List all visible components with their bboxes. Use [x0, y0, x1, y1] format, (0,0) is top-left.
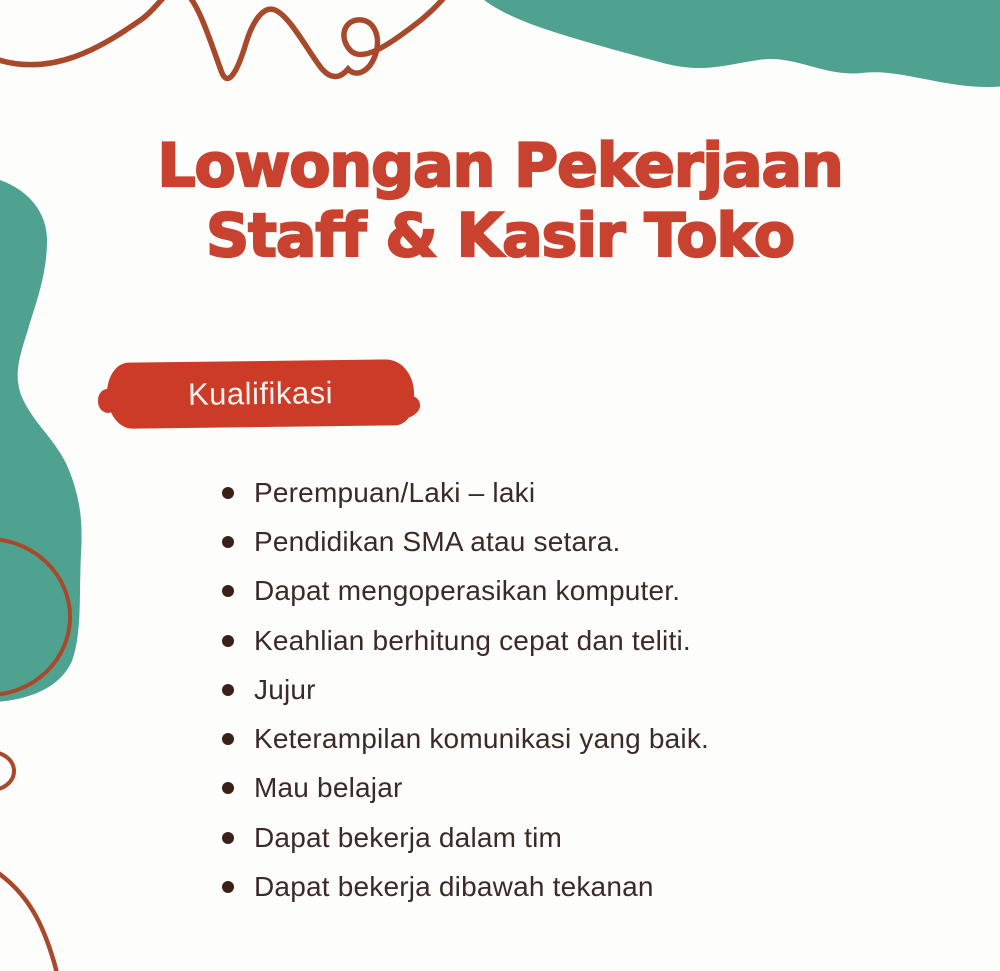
qualification-item [222, 567, 709, 616]
qualification-item [222, 764, 709, 813]
qualification-text: Perempuan/Laki – laki [254, 476, 536, 508]
teal-blob-top-right [477, 0, 1000, 87]
qualification-item [222, 862, 709, 911]
qualifications-banner-label: Kualifikasi [187, 375, 334, 412]
poster-title-line1: Lowongan Pekerjaan [157, 131, 843, 201]
qualification-item [222, 813, 709, 862]
bullet-icon [222, 635, 234, 647]
qualification-text: Pendidikan SMA atau setara. [254, 525, 621, 557]
qualification-text: Dapat bekerja dibawah tekanan [254, 871, 654, 903]
qualification-text: Keahlian berhitung cepat dan teliti. [254, 624, 691, 656]
bullet-icon [222, 585, 234, 597]
bullet-icon [222, 733, 234, 745]
qualification-text: Keterampilan komunikasi yang baik. [254, 723, 710, 755]
qualification-item [222, 517, 709, 566]
bullet-icon [222, 832, 234, 844]
qualification-text: Jujur [254, 673, 316, 705]
qualification-item [222, 468, 709, 517]
squiggle-line-decoration [0, 0, 450, 78]
bullet-icon [222, 536, 234, 548]
qualifications-list [222, 468, 709, 912]
qualification-item [222, 616, 709, 665]
poster-title-line2: Staff & Kasir Toko [205, 201, 795, 271]
bullet-icon [222, 487, 234, 499]
small-loop-decoration [0, 752, 14, 790]
qualification-text: Mau belajar [254, 772, 403, 804]
qualification-item [222, 714, 709, 763]
qualification-text: Dapat bekerja dalam tim [254, 821, 563, 853]
poster-title [0, 131, 1000, 271]
qualifications-banner [107, 359, 415, 429]
qualification-text: Dapat mengoperasikan komputer. [254, 575, 681, 607]
bottom-curve-decoration [0, 870, 59, 971]
qualification-item [222, 665, 709, 714]
bullet-icon [222, 782, 234, 794]
bullet-icon [222, 684, 234, 696]
bullet-icon [222, 881, 234, 893]
